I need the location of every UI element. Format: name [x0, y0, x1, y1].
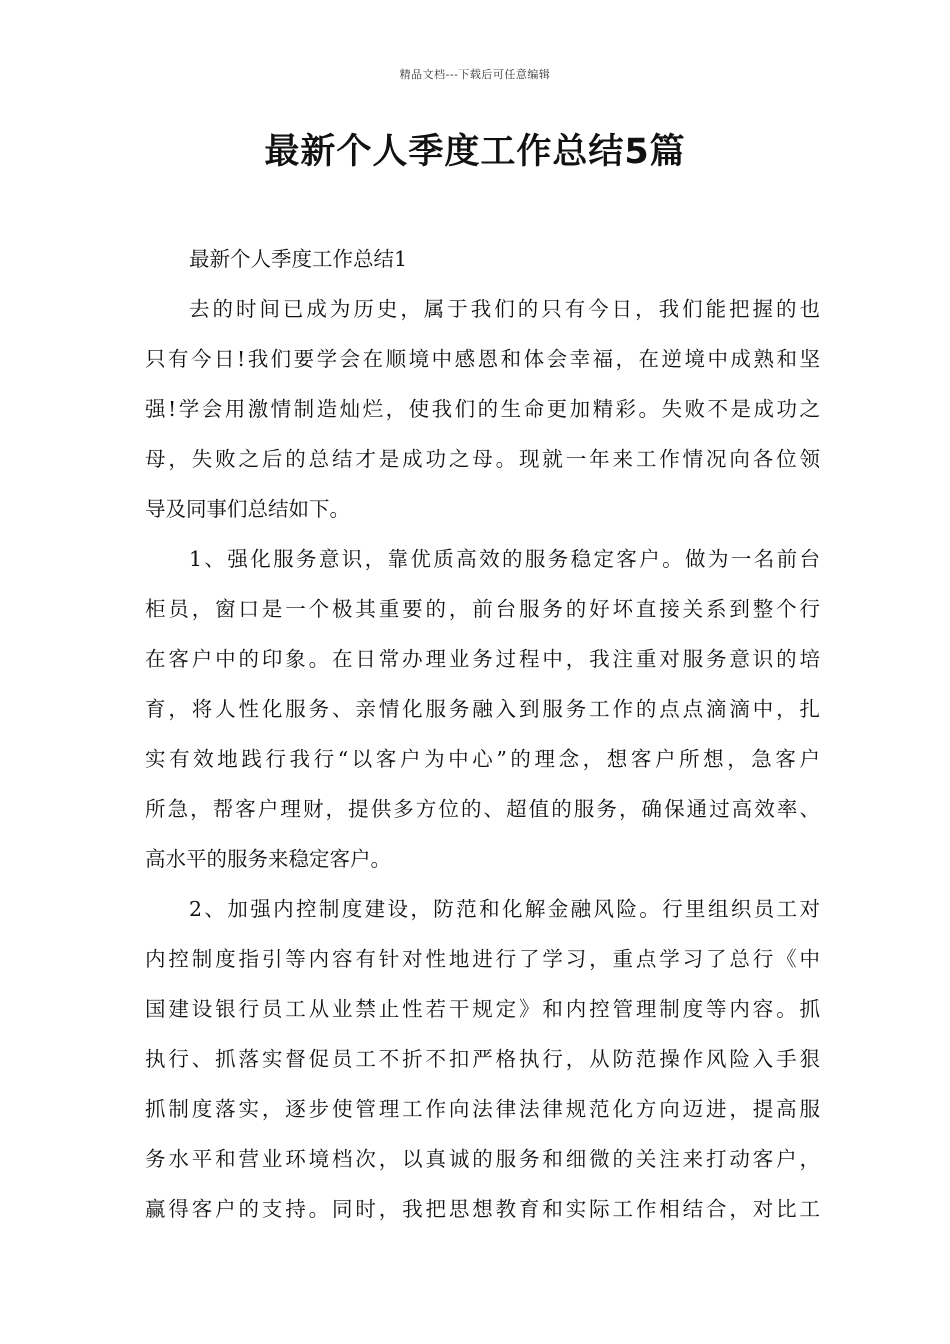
text-line: 所急，帮客户理财，提供多方位的、超值的服务，确保通过高效率、	[145, 797, 820, 821]
text-line: 抓制度落实，逐步使管理工作向法律法律规范化方向迈进，提高服	[145, 1097, 820, 1121]
text-line: 2、加强内控制度建设，防范和化解金融风险。行里组织员工对	[189, 897, 820, 921]
text-line: 导及同事们总结如下。	[145, 497, 350, 521]
text-line: 实有效地践行我行“以客户为中心”的理念，想客户所想，急客户	[145, 747, 820, 771]
paragraph-internal-control	[145, 884, 820, 1234]
text-line: 高水平的服务来稳定客户。	[145, 847, 391, 871]
section-heading: 最新个人季度工作总结1	[189, 247, 408, 271]
text-line: 执行、抓落实督促员工不折不扣严格执行，从防范操作风险入手狠	[145, 1047, 820, 1071]
text-line: 务水平和营业环境档次，以真诚的服务和细微的关注来打动客户，	[145, 1147, 820, 1171]
text-line: 在客户中的印象。在日常办理业务过程中，我注重对服务意识的培	[145, 647, 820, 671]
document-title: 最新个人季度工作总结5篇	[264, 132, 686, 172]
text-line: 柜员，窗口是一个极其重要的，前台服务的好坏直接关系到整个行	[145, 597, 820, 621]
header-note: 精品文档---下载后可任意编辑	[399, 68, 551, 81]
paragraph-service	[145, 534, 820, 884]
text-line: 母，失败之后的总结才是成功之母。现就一年来工作情况向各位领	[145, 447, 820, 471]
text-line: 育，将人性化服务、亲情化服务融入到服务工作的点点滴滴中，扎	[145, 697, 820, 721]
text-line: 只有今日!我们要学会在顺境中感恩和体会幸福，在逆境中成熟和坚	[145, 347, 820, 371]
text-line: 内控制度指引等内容有针对性地进行了学习，重点学习了总行《中	[145, 947, 820, 971]
text-line: 去的时间已成为历史，属于我们的只有今日，我们能把握的也	[189, 297, 820, 321]
text-line: 国建设银行员工从业禁止性若干规定》和内控管理制度等内容。抓	[145, 997, 820, 1021]
text-line: 强!学会用激情制造灿烂，使我们的生命更加精彩。失败不是成功之	[145, 397, 820, 421]
section-heading-paragraph	[145, 234, 820, 284]
paragraph-intro	[145, 284, 820, 534]
text-line: 赢得客户的支持。同时，我把思想教育和实际工作相结合，对比工	[145, 1197, 820, 1221]
text-line: 1、强化服务意识，靠优质高效的服务稳定客户。做为一名前台	[189, 547, 820, 571]
document-body	[145, 234, 820, 1234]
